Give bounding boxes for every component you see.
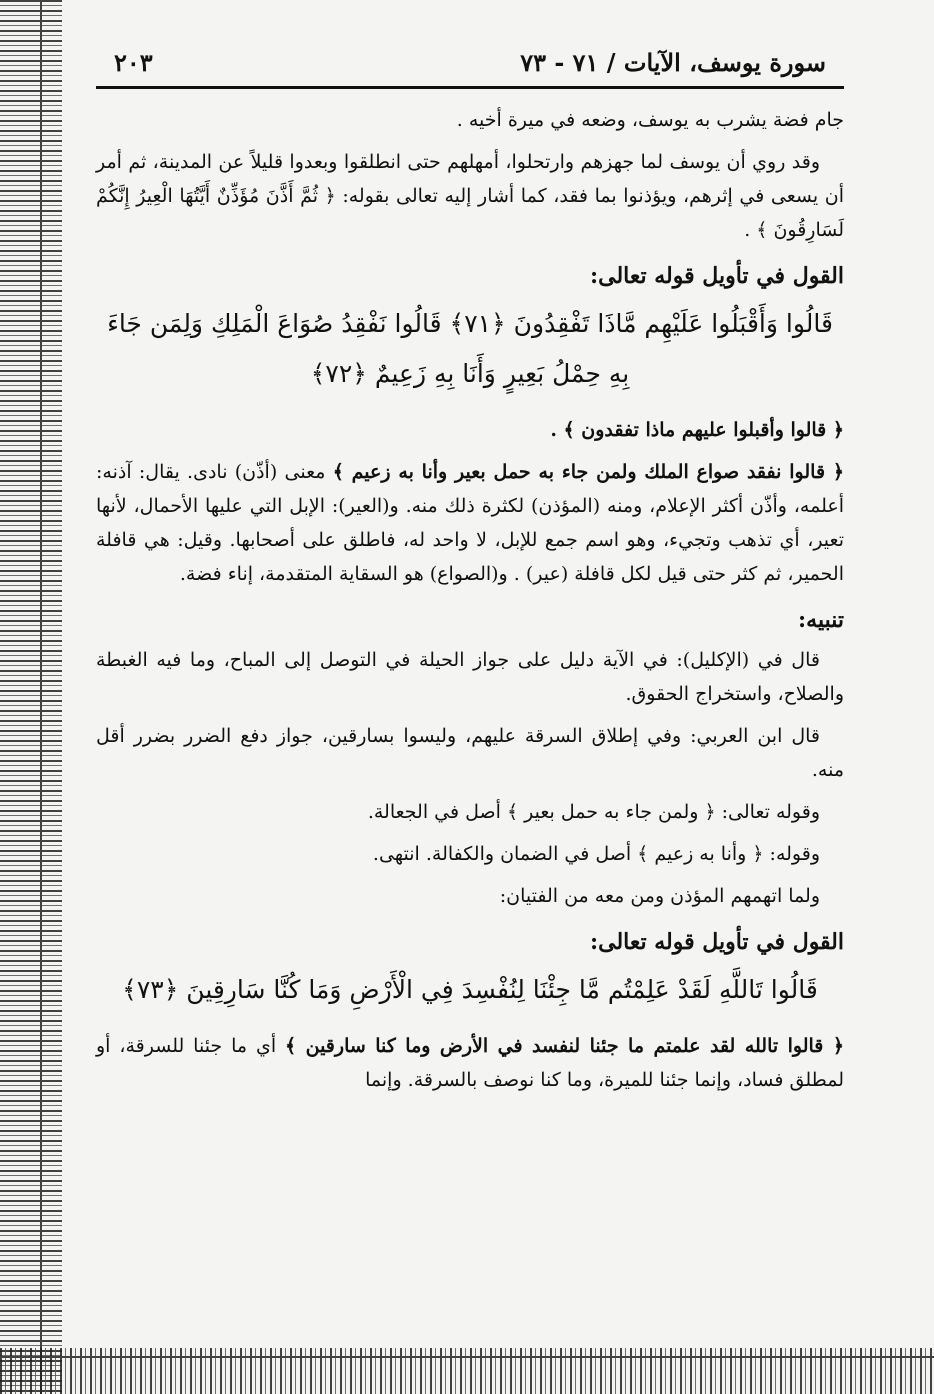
paragraph bbox=[96, 1029, 844, 1097]
quran-verse: قَالُوا تَاللَّهِ لَقَدْ عَلِمْتُم مَّا جِئْنَا لِنُفْسِدَ فِي الْأَرْضِ وَمَا كُنَّا سَارِقِينَ ﴿٧٣﴾ bbox=[122, 975, 818, 1004]
commentary-text: معنى (أذّن) نادى. يقال: آذنه: أعلمه، وأذّن أكثر الإعلام، ومنه (المؤذن) لكثرة ذلك منه. و(العير): الإبل التي عليها الأحمال، لأنها تعير، أي تذهب وتجيء، وهو اسم جمع للإبل، لا واحد له، فاطلق على أصحابها. وقيل: هي قافلة الحمير، ثم كثر حتى قيل لكل قافلة (عير) . و(الصواع) هو السقاية المتقدمة، إناء فضة. bbox=[96, 461, 844, 585]
verse-quote: ﴿ قالوا نفقد صواع الملك ولمن جاء به حمل بعير وأنا به زعيم ﴾ bbox=[332, 461, 844, 483]
paragraph: ولما اتهمهم المؤذن ومن معه من الفتيان: bbox=[499, 885, 820, 907]
decorative-border-left bbox=[0, 0, 62, 1394]
section-heading: القول في تأويل قوله تعالى: bbox=[590, 929, 844, 955]
verse-quote: ﴿ قالوا وأقبلوا عليهم ماذا تفقدون ﴾ . bbox=[550, 419, 844, 441]
verse-quote: ﴿ قالوا تالله لقد علمتم ما جئنا لنفسد في الأرض وما كنا سارقين ﴾ bbox=[285, 1035, 845, 1057]
commentary-text: أي ما جئنا للسرقة، أو لمطلق فساد، وإنما جئنا للميرة، وما كنا نوصف بالسرقة. وإنما bbox=[96, 1035, 844, 1091]
paragraph: وقوله: ﴿ وأنا به زعيم ﴾ أصل في الضمان والكفالة. انتهى. bbox=[372, 843, 820, 865]
quran-verse: قَالُوا وَأَقْبَلُوا عَلَيْهِم مَّاذَا تَفْقِدُونَ ﴿٧١﴾ قَالُوا نَفْقِدُ صُوَاعَ الْمَلِكِ وَلِمَن جَاءَ بِهِ حِمْلُ بَعِيرٍ وَأَنَا بِهِ زَعِيمٌ ﴿٧٢﴾ bbox=[107, 309, 833, 388]
section-heading: القول في تأويل قوله تعالى: bbox=[590, 263, 844, 289]
page-title: سورة يوسف، الآيات / ٧١ - ٧٣ bbox=[520, 48, 826, 77]
paragraph: قال في (الإكليل): في الآية دليل على جواز الحيلة في التوصل إلى المباح، وما فيه الغبطة والصلاح، واستخراج الحقوق. bbox=[96, 649, 844, 705]
paragraph: وقوله تعالى: ﴿ ولمن جاء به حمل بعير ﴾ أصل في الجعالة. bbox=[367, 801, 820, 823]
page-number: ٢٠٣ bbox=[114, 48, 153, 77]
page-content bbox=[96, 103, 844, 1097]
paragraph bbox=[96, 455, 844, 591]
page bbox=[96, 48, 844, 1105]
page-header bbox=[96, 48, 844, 89]
paragraph: قال ابن العربي: وفي إطلاق السرقة عليهم، وليسوا بسارقين، جواز دفع الضرر بضرر أقل منه. bbox=[96, 725, 844, 781]
decorative-border-bottom bbox=[0, 1348, 934, 1394]
paragraph: وقد روي أن يوسف لما جهزهم وارتحلوا، أمهلهم حتى انطلقوا وبعدوا قليلاً عن المدينة، ثم أمر أن يسعى في إثرهم، ويؤذنوا بما فقد، كما أشار إليه تعالى بقوله: ﴿ ثُمَّ أَذَّنَ مُؤَذِّنٌ أَيَّتُهَا الْعِيرُ إِنَّكُمْ لَسَارِقُونَ ﴾ . bbox=[96, 151, 845, 241]
paragraph: جام فضة يشرب به يوسف، وضعه في ميرة أخيه . bbox=[456, 109, 844, 131]
section-heading: تنبيه: bbox=[798, 607, 844, 633]
